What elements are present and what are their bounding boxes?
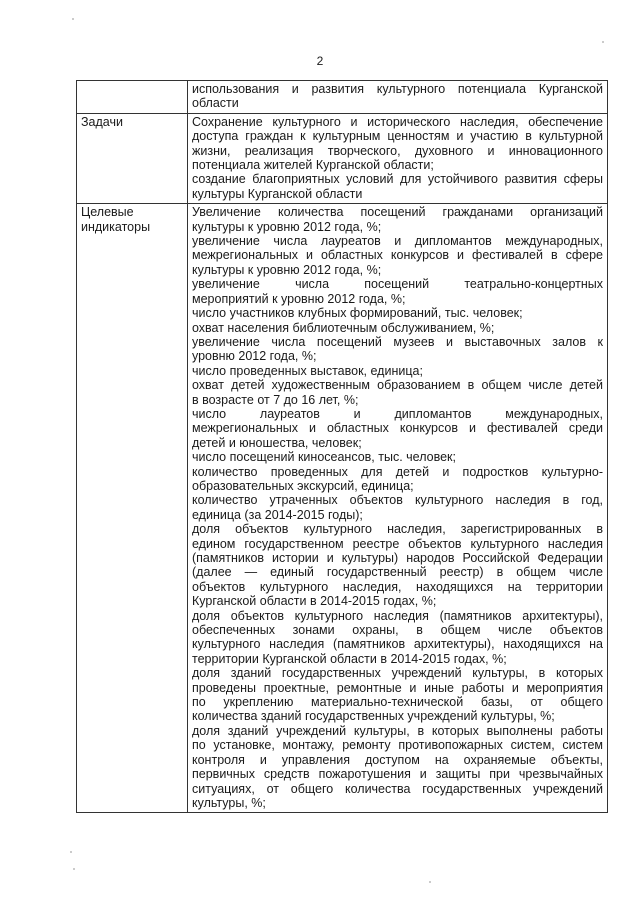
content-line: объектов культурного наследия, находящихся на территории xyxy=(192,579,603,594)
content-line: Увеличение количества посещений гражданами организаций xyxy=(192,205,603,220)
content-line: культурного наследия (памятников архитектуры), находящихся на xyxy=(192,637,603,652)
content-line: обеспеченных зонами охраны, в общем числе объектов xyxy=(192,623,603,638)
content-line: увеличение числа лауреатов и дипломантов международных, xyxy=(192,234,603,249)
content-line: количество утраченных объектов культурного наследия в год, xyxy=(192,493,603,508)
content-line: охват детей художественным образованием в общем числе детей xyxy=(192,378,603,393)
content-line: контроля и управления доступом на охраняемые объекты, xyxy=(192,752,603,767)
row-content-cell xyxy=(188,113,608,203)
content-line: число посещений киносеансов, тыс. человек; xyxy=(192,450,456,465)
content-line: использования и развития культурного потенциала Курганской xyxy=(192,82,603,96)
content-line: области xyxy=(192,96,239,111)
content-line: доля объектов культурного наследия, зарегистрированных в xyxy=(192,522,603,537)
content-line: доступа граждан к культурным ценностям и участию в культурной xyxy=(192,129,603,144)
content-line: Сохранение культурного и исторического наследия, обеспечение xyxy=(192,114,603,129)
row-label-cell xyxy=(77,204,188,813)
content-line: количество проведенных для детей и подростков культурно- xyxy=(192,464,603,479)
row-content-cell xyxy=(188,81,608,114)
content-line: по укреплению материально-технической базы, от общего xyxy=(192,695,603,710)
row-label-line: индикаторы xyxy=(81,219,151,234)
content-line: культуры, %; xyxy=(192,795,266,810)
content-line: жизни, реализация творческого, духовного и инновационного xyxy=(192,143,603,158)
row-label-cell xyxy=(77,81,188,114)
row-label-line: Целевые xyxy=(81,205,134,220)
row-label-cell xyxy=(77,113,188,203)
content-line: доля зданий учреждений культуры, в которых выполнены работы xyxy=(192,723,603,738)
content-line: число проведенных выставок, единица; xyxy=(192,363,423,378)
row-label: Задачи xyxy=(81,114,123,129)
content-line: территории Курганской области в 2014-2015 годах, %; xyxy=(192,651,507,666)
content-line: (далее — единый государственный реестр) в общем числе xyxy=(192,565,603,580)
content-line: потенциала жителей Курганской области; xyxy=(192,158,434,173)
scan-speck xyxy=(70,851,72,853)
content-line: проведены проектные, ремонтные и иные работы и мероприятия xyxy=(192,680,603,695)
scan-speck xyxy=(602,41,604,43)
content-line: по установке, монтажу, ремонту противопожарных систем, систем xyxy=(192,738,603,753)
content-line: увеличение числа посещений театрально-концертных xyxy=(192,277,603,292)
row-content-cell xyxy=(188,204,608,813)
scan-speck xyxy=(73,868,75,870)
scan-speck xyxy=(72,18,74,20)
content-line: охват населения библиотечным обслуживанием, %; xyxy=(192,320,495,335)
content-line: первичных средств пожаротушения и защиты при чрезвычайных xyxy=(192,767,603,782)
content-line: увеличение числа посещений музеев и выставочных залов к xyxy=(192,334,603,349)
content-line: число участников клубных формирований, тыс. человек; xyxy=(192,306,523,321)
content-line: культуры Курганской области xyxy=(192,186,363,201)
content-line: культуры к уровню 2012 года, %; xyxy=(192,262,382,277)
content-line: доля объектов культурного наследия (памятников архитектуры), xyxy=(192,608,603,623)
content-line: (памятников истории и культуры) народов Российской Федерации xyxy=(192,551,603,565)
page-number: 2 xyxy=(316,54,324,68)
content-line: количества зданий государственных учреждений культуры, %; xyxy=(192,709,555,724)
table-row xyxy=(77,204,608,813)
content-line: детей и юношества, человек; xyxy=(192,435,362,450)
content-line: едином государственном реестре объектов культурного наследия xyxy=(192,536,603,551)
content-line: культуры к уровню 2012 года, %; xyxy=(192,219,382,234)
content-line: уровню 2012 года, %; xyxy=(192,349,317,364)
table-row xyxy=(77,81,608,114)
content-line: мероприятий к уровню 2012 года, %; xyxy=(192,291,406,306)
table-row xyxy=(77,113,608,203)
content-line: межрегиональных и областных конкурсов и фестивалей среди xyxy=(192,421,603,436)
scan-speck xyxy=(429,881,431,883)
content-line: число лауреатов и дипломантов международных, xyxy=(192,406,603,421)
content-line: в возрасте от 7 до 16 лет, %; xyxy=(192,392,359,407)
row-label xyxy=(81,205,183,234)
content-line: межрегиональных и областных конкурсов и фестивалей в сфере xyxy=(192,248,603,263)
content-line: создание благоприятных условий для устойчивого развития сферы xyxy=(192,172,603,187)
passport-table xyxy=(76,80,608,813)
content-line: ситуациях, от общего количества государственных учреждений xyxy=(192,781,603,796)
content-line: образовательных экскурсий, единица; xyxy=(192,478,414,493)
content-line: доля зданий государственных учреждений культуры, в которых xyxy=(192,666,603,681)
content-line: единица (за 2014-2015 годы); xyxy=(192,507,363,522)
content-line: Курганской области в 2014-2015 годах, %; xyxy=(192,594,437,609)
